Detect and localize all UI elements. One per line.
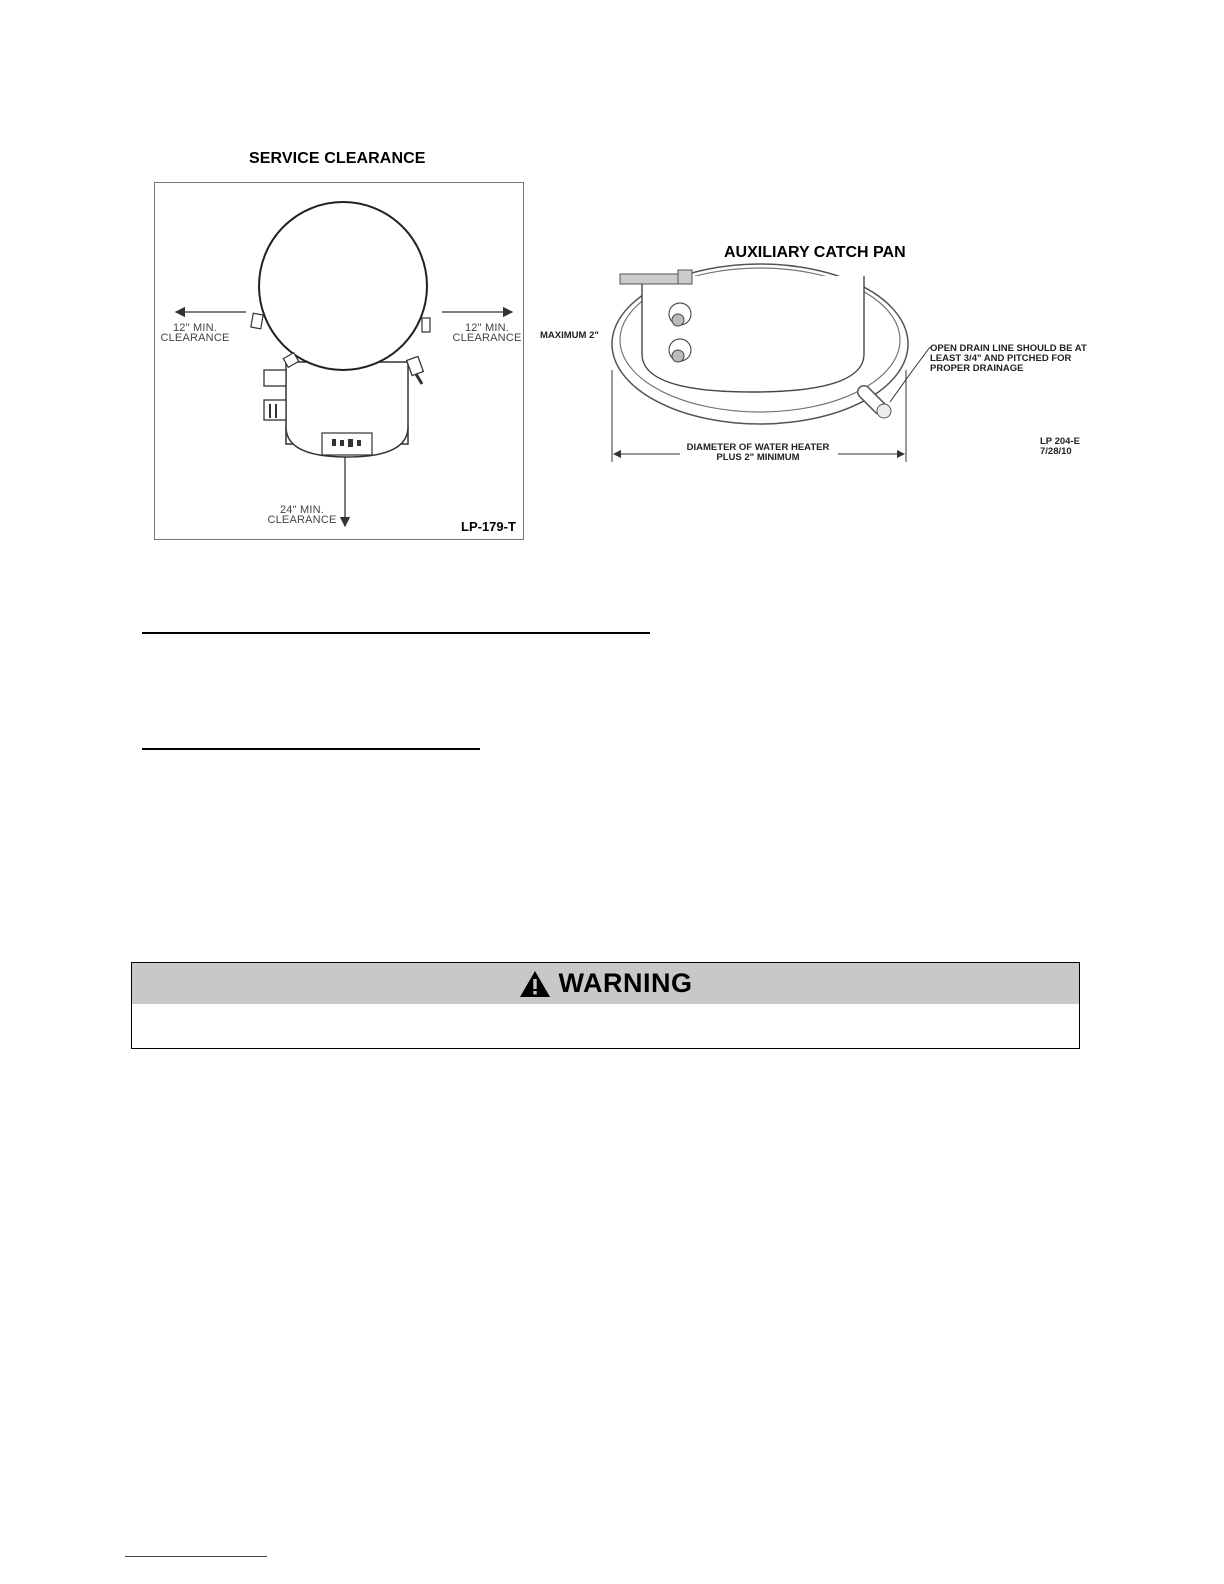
drain-line-note: OPEN DRAIN LINE SHOULD BE AT LEAST 3/4" AND PITCHED FOR PROPER DRAINAGE — [930, 343, 1087, 374]
left-clearance-label: 12" MIN. CLEARANCE — [160, 322, 230, 344]
catch-pan-title: AUXILIARY CATCH PAN — [724, 244, 906, 261]
bottom-clearance-label: 24" MIN. CLEARANCE — [267, 504, 337, 526]
left-fitting-upper — [264, 370, 286, 386]
right-clearance-label: 12" MIN. CLEARANCE — [452, 322, 522, 344]
heater-cylinder — [642, 276, 864, 392]
service-clearance-code: LP-179-T — [461, 519, 516, 534]
diameter-label: DIAMETER OF WATER HEATER PLUS 2" MINIMUM — [686, 442, 830, 463]
subsection-heading-underline — [142, 748, 480, 750]
warning-triangle-icon — [519, 970, 551, 998]
warning-label: WARNING — [558, 968, 693, 998]
footnote-rule — [125, 1556, 267, 1557]
catch-pan-code: LP 204-E 7/28/10 — [1040, 436, 1080, 457]
service-clearance-drawing — [154, 182, 524, 540]
section-heading-underline — [142, 632, 650, 634]
control-panel — [322, 433, 372, 455]
maximum-label: MAXIMUM 2" — [540, 330, 599, 341]
service-clearance-figure — [154, 182, 524, 540]
warning-header — [132, 963, 1079, 1004]
service-clearance-title: SERVICE CLEARANCE — [249, 150, 426, 167]
warning-box — [131, 962, 1080, 1049]
tank-top — [259, 202, 427, 370]
heater-top-plate — [620, 274, 678, 284]
relief-valve — [406, 356, 423, 375]
catch-pan-drawing — [580, 262, 1100, 492]
